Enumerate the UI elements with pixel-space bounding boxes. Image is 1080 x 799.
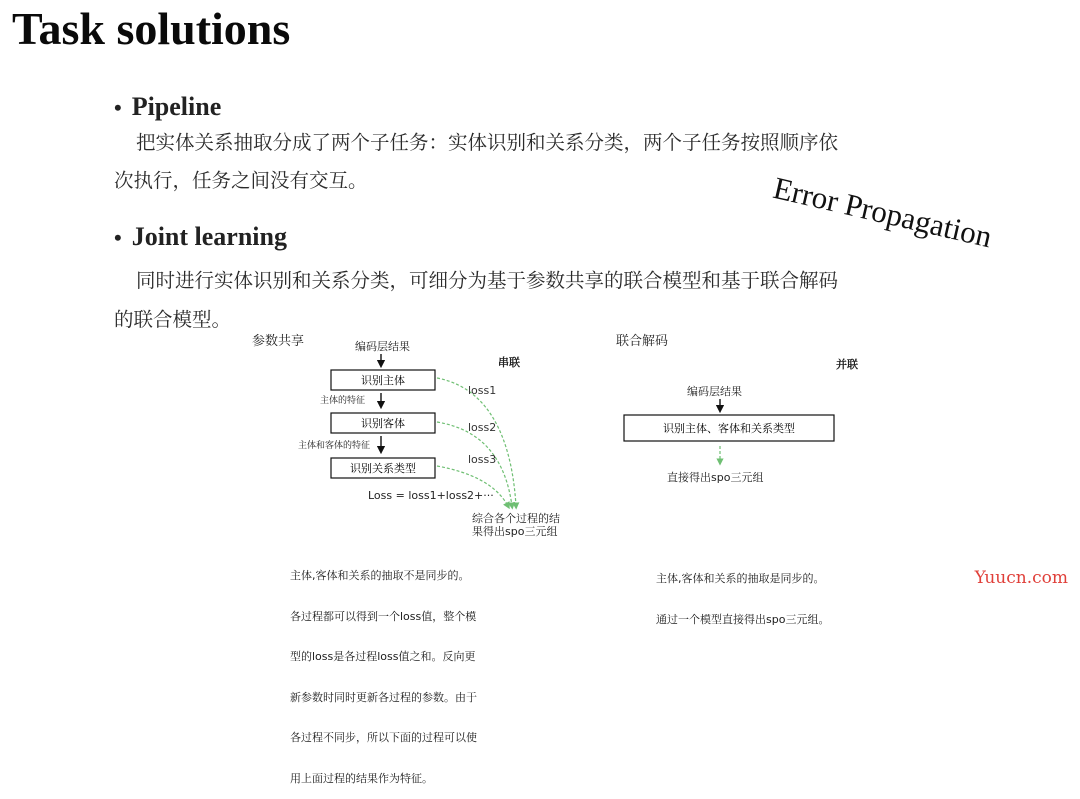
joint-text-line-1: 同时进行实体识别和关系分类，可细分为基于参数共享的联合模型和基于联合解码	[136, 269, 839, 292]
left-section-title: 参数共享	[252, 334, 305, 349]
left-note-line: 主体,客体和关系的抽取不是同步的。	[290, 569, 470, 582]
loss-sum-formula: Loss = loss1+loss2+···	[368, 489, 494, 502]
feature-subject-object-label: 主体和客体的特征	[298, 441, 371, 451]
left-output-line-1: 综合各个过程的结	[472, 512, 560, 525]
box-identify-object-label: 识别客体	[361, 417, 405, 430]
box-identify-relation-label: 识别关系类型	[350, 462, 416, 475]
bullet-dot-icon: •	[114, 225, 122, 250]
feature-subject-label: 主体的特征	[320, 396, 366, 406]
joint-text-line-2: 的联合模型。	[114, 308, 232, 331]
left-note-line: 用上面过程的结果作为特征。	[290, 771, 433, 785]
slide-title: Task solutions	[12, 3, 291, 54]
left-note-line: 各过程不同步，所以下面的过程可以使	[290, 731, 477, 744]
bullet-pipeline-heading: Pipeline	[131, 92, 222, 121]
left-output-line-2: 果得出spo三元组	[472, 525, 558, 538]
left-note-line: 新参数时同时更新各过程的参数。由于	[290, 690, 477, 704]
bullet-dot-icon: •	[114, 95, 122, 120]
left-mode-label: 串联	[498, 356, 520, 369]
pipeline-text-line-2: 次执行，任务之间没有交互。	[114, 169, 368, 192]
pipeline-text-line-1: 把实体关系抽取分成了两个子任务：实体识别和关系分类，两个子任务按照顺序依	[136, 131, 839, 154]
box-joint-identify-label: 识别主体、客体和关系类型	[663, 422, 795, 435]
left-input-label: 编码层结果	[355, 340, 410, 353]
right-input-label: 编码层结果	[687, 385, 742, 398]
right-section-title: 联合解码	[616, 334, 669, 349]
right-output-label: 直接得出spo三元组	[667, 471, 764, 484]
error-propagation-annotation: Error Propagation	[770, 170, 996, 255]
right-note-line: 主体,客体和关系的抽取是同步的。	[656, 572, 825, 585]
loss3-label: loss3	[468, 453, 497, 466]
site-watermark: Yuucn.com	[974, 568, 1068, 588]
left-note-line: 各过程都可以得到一个loss值，整个模	[290, 609, 477, 623]
right-mode-label: 并联	[836, 358, 858, 371]
loss1-label: loss1	[468, 384, 497, 397]
right-note	[656, 545, 829, 640]
loss2-label: loss2	[468, 421, 497, 434]
loss1-curve	[437, 378, 516, 506]
right-note-line: 通过一个模型直接得出spo三元组。	[656, 612, 830, 626]
left-note-line: 型的loss是各过程loss值之和。反向更	[290, 650, 476, 663]
box-identify-subject-label: 识别主体	[361, 374, 405, 387]
bullet-joint-heading: Joint learning	[131, 222, 287, 251]
left-note	[290, 542, 477, 799]
